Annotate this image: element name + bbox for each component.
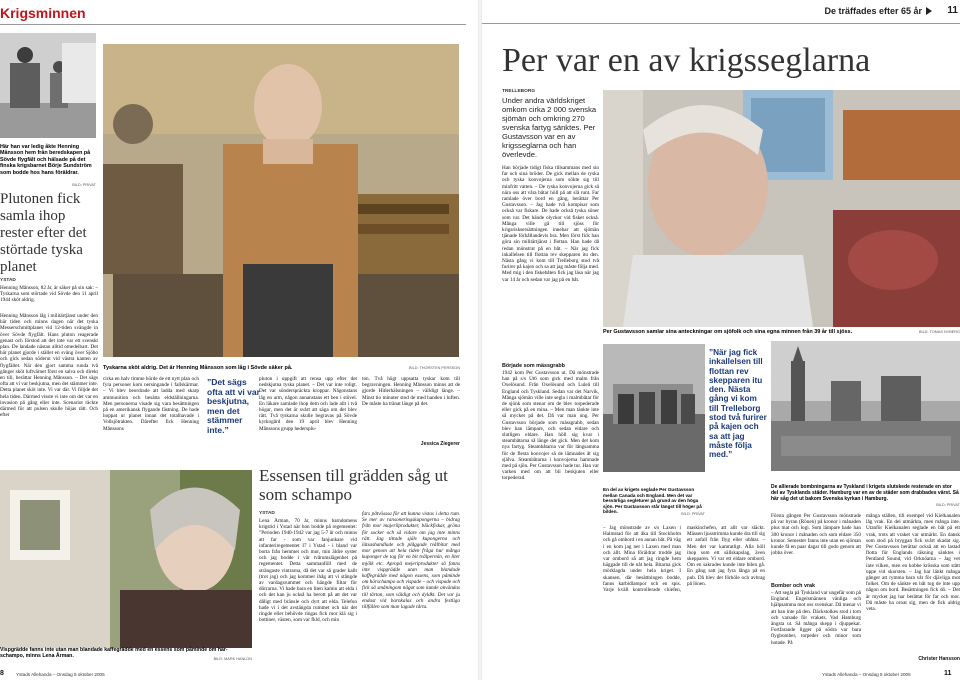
right-body-col4: många ställen, till exempel vid Kielkanalen låg vrak. En del utmärkta, men många inte. Utanför Kielkanalen seglade en båt på ett vrak, trots att vraket var utmärkt. En dansk som stod på bryggan fick svårt skadat sig. Per Gustavsson berättar också att en lastad flotta för Englands räkning sänktes i Pentland Sound, vid Orknöarna – Jag vet inte vilken, men en kobbe krösska som stått uppe vid skorsten. – Jag har länkt många gånger att rymma bara vår för djävliga mot folket. Om de sänkte en båt tog de inte upp någon om bord. Besättningen fick dö. – Det är mycket jag har berättat för far och mor. Då måste ha oroat sig, men de fick aldrig veta.	[866, 513, 960, 613]
right-main-photo-credit: BILD: TOMAS NYBERG	[918, 330, 960, 334]
left-main-photo	[103, 44, 459, 357]
right-lower-photo	[771, 341, 960, 471]
right-dateline: TRELLEBORG	[502, 89, 536, 94]
inset-photo-svg	[0, 33, 96, 138]
right-headline: Per var en av krigsseglarna	[502, 42, 871, 79]
left-page	[0, 0, 478, 680]
right-body-col2: – Jag mönstrade av s/s Laxen i Halmstad för att åka till Stockholm och gå ombord i en annan båt. På väg i en kom jag ner i Laxen med man och allt. Mina föräldrar trodde jag var ombord så att jag ringde hem häggade till de nåt hela. Bitarna gick mörklagda under hela kriget. I skansen, där besättningen bodde, fanns karbidlampor och en spis. Varje kväll kontrollerade chiefen, maskinchefen, att allt var släckt. Mässen ljusstrimma kunde dra till sig ett anfall från flyg eller ubåtar. – Men det var kamratligt. Alla höll ihop som ett sällskapslag, även skepparen. Vi var ett eldare ombord. Om en sakrades kunde inte bilen gå. En gång satt jag fyra långa på en pub. Då blev det förhöle och avbrag på lönen.	[603, 525, 765, 594]
right-small-photo-caption: En del av krigets seglade Per Gustavsson mellan Canada och England. Men det var besvärliga segleturer på grund av den höga sjön. Per Gustavsson står längst till höger på bilden.	[603, 487, 702, 515]
right-lower-photo-caption: De allierade bombningarna av Tyskland i krigets slutskede resterade en stor del av Tysklands städer. Hamburg var en av de städer som drabbades värst. Så här såg det ut bakom Svenska kyrkan i Hamburg.	[771, 484, 959, 502]
right-main-photo	[603, 90, 960, 327]
left-second-body: Lena Årman, 70 år, minns barndomens krigstid i Ystad när hon bodde på regementet: ”Perioden 1940-1942 var jag 5-7 år och minns att far - som var fanjunkare vid infanteriregementet I7 i Ystad - i bland var borta från hemmet och mor, min äldre syster och jag bodde i vår tvårumslägenhet på regementet. Detta sammanföll med de strängaste vintrarna, då det var så grader kallt (trot jag) och jag kommer ihåg att vi stångde av vardagsrummet och hängde filtar för dörrarna. Vi hade bara en liten kamin att elda i och det kan ju också ha berott på att det var dåligt med bränsle och dyrt att elda. Telefon hade vi i det avstängda rummet och när det ringde eller behövde ringas fick mor klä sig i bottiner, västen, som var fkld, och min	[259, 518, 357, 624]
right-header	[482, 5, 960, 19]
left-header-rule	[0, 24, 466, 25]
right-header-page: 11	[947, 5, 958, 16]
right-subhead1: Började som mässgrabb	[502, 363, 565, 369]
right-small-photo-svg	[603, 344, 705, 472]
right-body-col1b: 1942 kom Per Gustavsson ut. Då mönstrade han på s/s Ut6 som gick med malm från Oxelösund. Från Oxelösund och Luleå till England och Tyskland. Sedan var det Narvik, Många sjömän ville inte segla i malmbåtar för de sjönk som stenar om de blev torpederade eller gick på en mina. – Men man tänkte inte så mycket på det. Då var man ung. Per Gustavsson började som mässgrabb, sedan blev han lämpare, och sedan eldare och slutligen eldare. Han höll sig kvar i steambåtarna så länge det gick. Men det kom nya fartyg. Steambåtarna var för långsamma för de flesta konvojer så de lämnades åt sig själva. Steambåtarna i konvojerna hamnade med på sjön. Per Gustavsson hade tur. Han var varken med om att bli beskjuten eller torpederad.	[502, 370, 599, 482]
left-headline: Plutonen fick samla ihop rester efter det störtade tyska planet	[0, 191, 87, 275]
right-small-photo-credit: BILD: PRIVAT	[681, 512, 705, 516]
right-section-header: De träffades efter 65 år	[824, 6, 922, 16]
left-dateline: YSTAD	[0, 278, 16, 283]
right-body-col1: Han började tidigt fiska tillsammans med sin far och sina bröder. De gick mellan de ryska och tyska konvojerna som sökte sig till minfritt vatten. – De ryska konvojerna gick så nära oss att våra båtar höll på att slå runt. Far ramlade över bord en gång, berättar Per Gustavsson. – Jag hade två kompisar som också var fiskare. De hade också tyska söner som var. Det hände olyckor vid fisket också. Många ville gå till sjöss för krigsrisksersättningen innebar att sjömän tjänade förhållandevis bra. Men först fick han göra sin militärtjänst i flottan. Han hade då redan mönstrat på en båt. – När jag fick inkallelsen till flottan rev skepparen itu den. Nästa gång vi kom till Trelleborg stod två furirer på kajen och sa att jag måste följa med. Med mig i den fiskebåten fick jag läsa när jag var 14 år och sedan var jag på en båt.	[502, 165, 599, 283]
left-pull-quote: ”Det sägs ofta att vi var beskjutna, men det stämmer inte.”	[207, 377, 260, 435]
right-body-col3: Första gången Per Gustavsson mönstrade på var byran (Rönen) på kronor i månaden plus mat och logi. Som lämpare hade han 300 kronor i månaden och som eldare 350 kronor. Semester fanns inte utan en sjöman kunde få en paar dagar till godo genom att jobba över.	[771, 513, 861, 557]
left-section-header: Krigsminnen	[0, 5, 86, 21]
right-main-photo-svg	[603, 90, 960, 327]
right-footer-text: Ystads Allehanda – Onsdag 5 oktober 2005	[822, 672, 911, 677]
left-main-photo-caption: Tyskarna sköt aldrig. Det är Henning Månsson som låg i Sövde säker på.	[103, 365, 293, 371]
left-lede: Henning Månsson, 82 år, är säker på sin sak: – Tyskarna som störtade vid Sövde den 11 april 1944 sköt aldrig.	[0, 285, 98, 304]
left-body-col3: pluton i uppgift att rensa upp efter det nedskjutna tyska planet. – Det var inte roligt. Det var sönderspräckta kroppar. Någonstans låg en arm, någon annanstans ett ben i stövel. En läkare samlade ihop dem och lade allt i två högar, men det är svårt att säga om det blev rätt. Två tyskarna skulle begravas på Sövde kyrkogård den 19 april blev Henning Månssons grupp hedersplu-	[259, 376, 357, 432]
left-lower-photo-caption: Vispgrädde fanns inte utan man blandade kaffegrädde med en essens som påminde om här-schampo, minns Lena Årman.	[0, 647, 228, 660]
right-lower-photo-svg	[771, 341, 960, 471]
left-lower-photo-credit: BILD: MARK HANLON	[213, 657, 252, 661]
inset-photo	[0, 33, 96, 138]
right-footer-page: 11	[944, 670, 952, 677]
left-main-photo-svg	[103, 44, 459, 357]
right-lower-photo-credit: BILD: PRIVAT	[936, 503, 960, 507]
left-body-col2: cirka en halv timme hörde de ett nytt plan och fyra personer kom nersingande i fallskärmar. – Vi blev beordrade att ladda med skarp ammunition och besätta eldställningarna. Men personerna visade sig vara besättningen på en amerikansk flygande fästning. De hade hoppat ur planet innan det totalhavade i Vollsjötrakten. Därefter fick Henning Månssons	[103, 376, 199, 432]
left-body-col4: ton. Två högt uppsatta tyskar kom till begravningen. Henning Månsson minns att de gjorde Hitlerhälsningen – välldigt länge. – Minst tio minuter stod de med handen i luften. De måste ha tränat länge på det.	[362, 376, 460, 407]
right-lede: Under andra världskriget omkom cirka 2 000 svenska sjömän och omkring 270 svenska fartyg sänktes. Per Gustavsson var en av krigsseglarna och han överlevde.	[502, 96, 597, 159]
right-body-col3b: – Att segla på Tyskland var ungefär som på England. Engelsmännen vänliga och hjälpsamma mot oss svenskar. Då menar vi att han inte på den. Däckstolkes stod i torn och varsade för vrakets. Vad Hamburg ängsta ut. Så många skepp i djuppekar. Fortfarande ligger på södra var bara flygbomber, torpeder och minor som hotade. På	[771, 590, 861, 646]
left-body-col1: Henning Månsson låg i militärtjänst under den här tiden och minns dagen när det tyska Messerschmittplanet vid 12-tiden svängde in över Sövde flygfält. Hans pluton reagerade genast och förstod att det inte var ett svenskt plan. De landade nästan alltid omedelbart. Det här planet gjorde i stället en sväng över Sjöbo och gick sedan söderut vid västra kanten av flygfältet. När den gjort samma runda två gånger sköt luftvärnet först en salva och direkt en till, berättar Henning Månsson. – Det sägs ofta att vi var beskjutna, men det stämmer inte. Detta planet sköt inte. Vi var där. Vi följde det hela tiden. Därmed visste vi inte om det var en invasion på gång eller inte. Scenariot räckte därmed för att pulsen skulle höjas rätt. Och efter	[0, 313, 98, 419]
left-lower-photo-svg	[0, 470, 252, 648]
left-second-body-col2: fars påtvösssa för att kunna vistas i detta rum. Se mer av ransoneringskupongerna – bidrag från mor majerilprodukter, bläckfiskar, gröna för socker och så vidare om jag inte minns rätt. Jag tittade själv kupongerna och lätsashandlade och plåggade tvålbitar med mor genom att hela tiden fråga hur många kuponger de tog för en bit tvålpermin, en liter mjölk etc. Apropå mejeriprodukter så fanns inte vispgrädde utan man blandade kaffegrädde med någon essens, som påminde om härschampo och vispade – och vispade och fick så småningom något som kunde användas till tårtan, som väldigt och dyldkt. Det var ju endast vid barnkalas och andra festliga tillfällen som man lagade tårta.	[362, 511, 460, 611]
left-main-photo-credit: BILD: THORSTEN PERSSON	[409, 366, 460, 370]
right-byline: Christer Hansson	[918, 656, 960, 662]
right-page	[482, 0, 960, 680]
left-lower-photo	[0, 470, 252, 648]
left-second-headline: Essensen till grädden såg ut som schampo	[259, 466, 448, 504]
inset-photo-caption: Här han var ledig åkte Henning Månsson hem från beredskapen på Sövde flygfält och hälsade på det finska krigsbarnet Börje Sundström som bodde hos hans föräldrar.	[0, 144, 92, 176]
triangle-right-icon	[926, 7, 932, 15]
right-small-photo	[603, 344, 705, 472]
left-footer-text: Ystads Allehanda – Onsdag 5 oktober 2005	[16, 672, 105, 677]
left-byline: Jessica Ziegerer	[420, 441, 460, 447]
right-subhead2: Bomber och vrak	[771, 583, 816, 589]
left-footer-page: 8	[0, 670, 4, 677]
inset-photo-credit: BILD: PRIVAT	[72, 183, 96, 187]
right-pull-quote: ”När jag fick inkallelsen till flottan rev skepparen itu den. Nästa gång vi kom till Trelleborg stod två furirer på kajen och sa att jag måste följa med.”	[709, 348, 767, 460]
left-second-dateline: YSTAD	[259, 511, 275, 516]
right-main-photo-caption: Per Gustavsson samlar sina anteckningar om sjöfolk och sina egna minnen från 39 år till sjöss.	[603, 329, 853, 335]
right-header-rule	[482, 23, 960, 24]
